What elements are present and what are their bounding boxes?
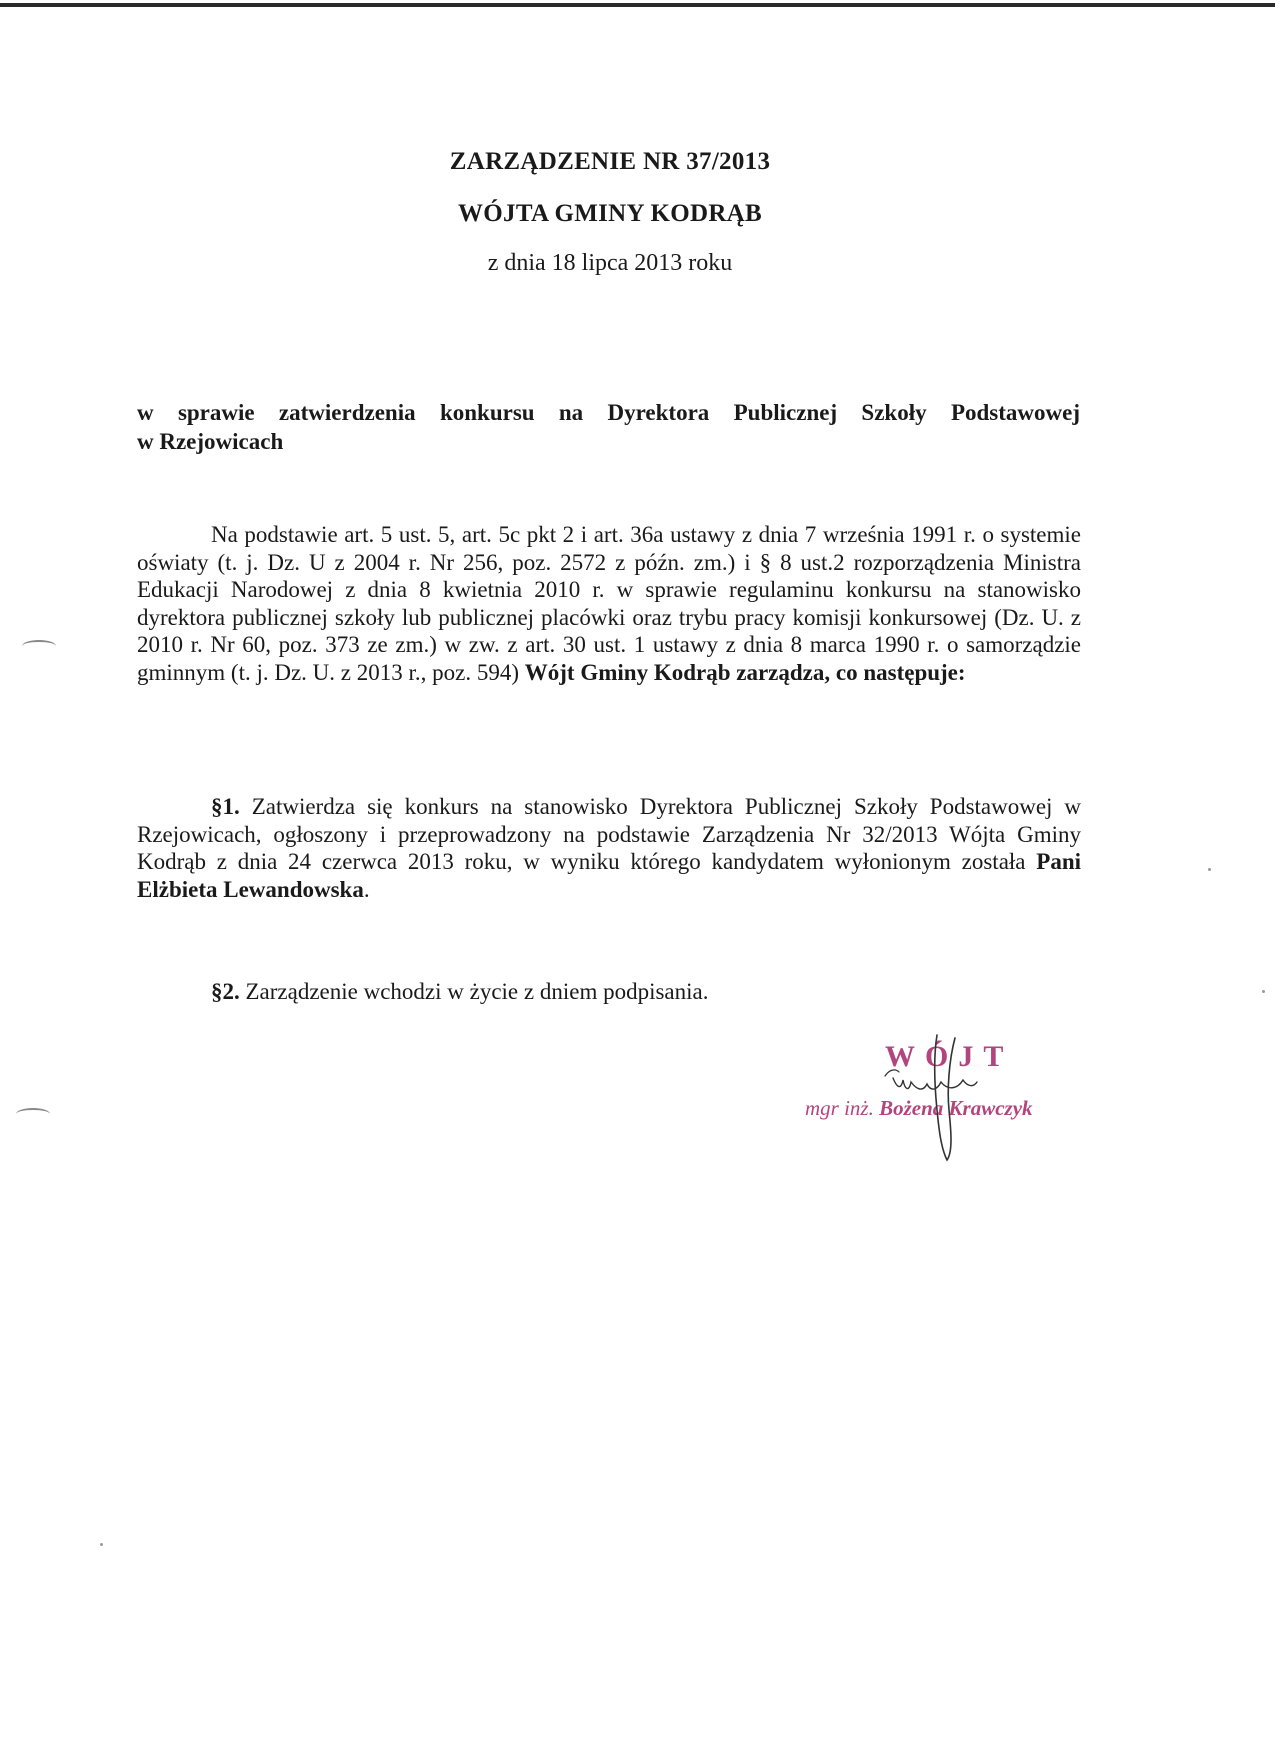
legal-basis-text: Na podstawie art. 5 ust. 5, art. 5c pkt 2 i art. 36a ustawy z dnia 7 września 1991 r. o systemie oświaty (t. j. Dz. U z 2004 r. Nr 256, poz. 2572 z późn. zm.) i § 8 ust.2 rozporządzenia Ministra Edukacji Narodowej z dnia 8 kwietnia 2010 r. w sprawie regulaminu konkursu na stanowisko dyrektora publicznej szkoły lub publicznej placówki oraz trybu pracy komisji konkursowej (Dz. U. z 2010 r. Nr 60, poz. 373 ze zm.) w zw. z art. 30 ust. 1 ustawy z dnia 8 marca 1990 r. o samorządzie gminnym (t. j. Dz. U. z 2013 r., poz. 594) bbox=[137, 522, 1081, 685]
section-2-mark: §2. bbox=[211, 979, 240, 1004]
legal-basis-paragraph bbox=[137, 521, 1081, 687]
subject-line-1: w sprawie zatwierdzenia konkursu na Dyrektora Publicznej Szkoły Podstawowej bbox=[137, 400, 1080, 425]
scan-speck bbox=[1208, 868, 1211, 871]
section-2-text: Zarządzenie wchodzi w życie z dniem podpisania. bbox=[245, 979, 709, 1004]
section-1-paragraph bbox=[137, 793, 1081, 903]
decree-phrase: Wójt Gminy Kodrąb zarządza, co następuje: bbox=[524, 659, 966, 685]
document-date: z dnia 18 lipca 2013 roku bbox=[487, 250, 733, 276]
scan-artifact-mark bbox=[16, 1108, 50, 1120]
stamp-name-prefix: mgr inż. bbox=[805, 1096, 874, 1120]
official-stamp bbox=[805, 1030, 1105, 1165]
handwritten-signature bbox=[865, 1030, 1015, 1165]
section-1-mark: §1. bbox=[211, 794, 240, 819]
document-subject bbox=[137, 398, 1080, 456]
section-1-text: Zatwierdza się konkurs na stanowisko Dyrektora Publicznej Szkoły Podstawowej w Rzejowicach, ogłoszony i przeprowadzony na podstawie Zarządzenia Nr 32/2013 Wójta Gminy Kodrąb z dnia 24 czerwca 2013 roku, w wyniku którego kandydatem wyłonionym została bbox=[137, 794, 1081, 875]
appointee-name: Pani Elżbieta Lewandowska bbox=[137, 849, 1082, 902]
section-2-paragraph bbox=[137, 978, 1081, 1006]
scan-speck bbox=[1262, 990, 1265, 993]
document-title: ZARZĄDZENIE NR 37/2013 bbox=[449, 148, 771, 175]
document-issuer: WÓJTA GMINY KODRĄB bbox=[457, 200, 763, 227]
scan-artifact-mark bbox=[22, 640, 56, 652]
stamp-name: Bożena Krawczyk bbox=[879, 1096, 1033, 1120]
stamp-title: WÓJT bbox=[885, 1040, 1014, 1073]
section-1-end: . bbox=[363, 876, 370, 902]
scan-speck bbox=[100, 1543, 103, 1546]
subject-line-2: w Rzejowicach bbox=[137, 429, 284, 454]
scan-top-border bbox=[0, 0, 1275, 9]
